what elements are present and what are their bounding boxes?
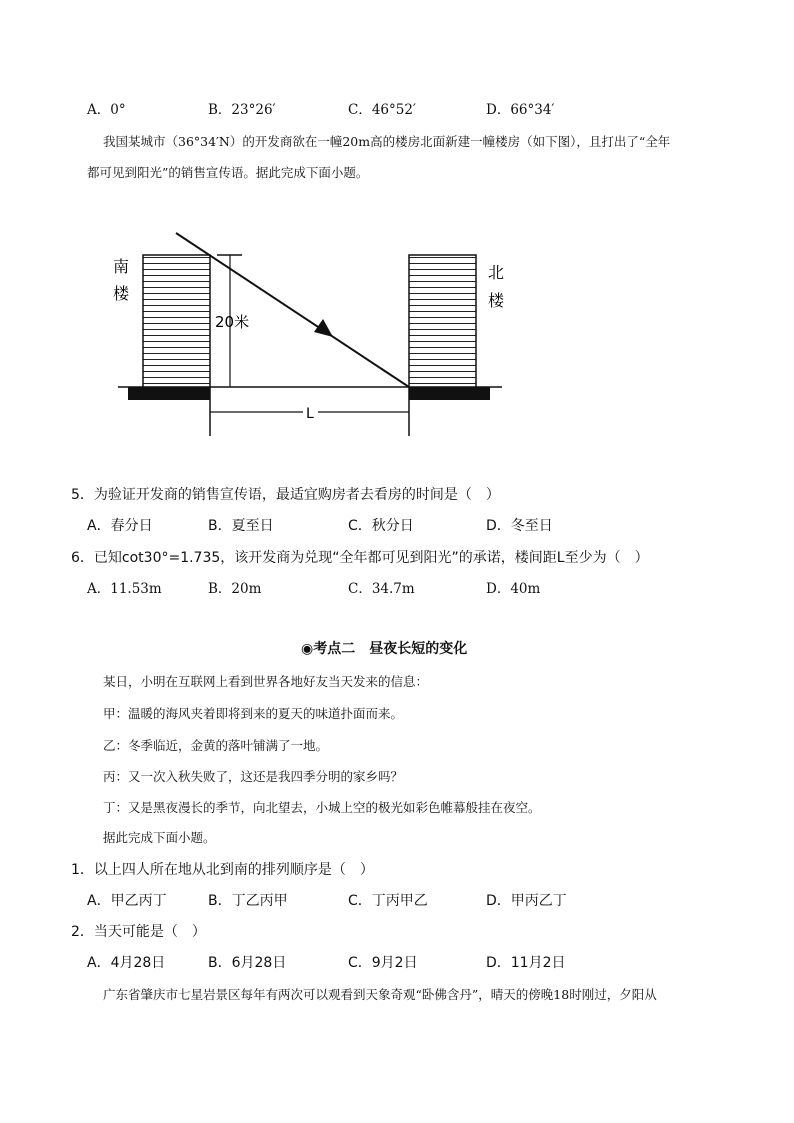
option-b: B．丁乙丙甲 xyxy=(208,893,288,909)
option-d: D．11月2日 xyxy=(486,955,566,971)
passage-line: 乙：冬季临近，金黄的落叶铺满了一地。 xyxy=(103,738,329,753)
ray-arrow xyxy=(314,319,333,337)
north-foundation xyxy=(409,387,490,400)
option-b: B．夏至日 xyxy=(208,518,274,534)
question-6-stem: 6．已知cot30°=1.735，该开发商为兑现“全年都可见到阳光”的承诺，楼间距L至少为（ ） xyxy=(71,550,649,566)
option-d: D．冬至日 xyxy=(486,518,553,534)
option-c: C．丁丙甲乙 xyxy=(348,893,428,909)
passage-line: 甲：温暖的海风夹着即将到来的夏天的味道扑面而来。 xyxy=(103,706,404,721)
section-heading xyxy=(301,638,467,658)
south-label-2: 楼 xyxy=(113,284,130,303)
question-2-stem: 2．当天可能是（ ） xyxy=(71,924,206,940)
south-building xyxy=(143,255,210,387)
question-5-stem: 5．为验证开发商的销售宣传语，最适宜购房者去看房的时间是（ ） xyxy=(71,487,500,503)
option-d: D．66°34′ xyxy=(486,102,555,118)
south-label-1: 南 xyxy=(113,257,130,276)
south-foundation xyxy=(128,387,210,400)
question-1-stem: 1．以上四人所在地从北到南的排列顺序是（ ） xyxy=(71,862,374,878)
passage-line: 丙：又一次入秋失败了，这还是我四季分明的家乡吗？ xyxy=(103,769,404,784)
option-c: C．46°52′ xyxy=(348,102,417,118)
passage-line: 我国某城市（36°34′N）的开发商欲在一幢20m高的楼房北面新建一幢楼房（如下图），且打出了“全年 xyxy=(103,134,671,149)
option-d: D．甲丙乙丁 xyxy=(486,893,567,909)
option-b: B．6月28日 xyxy=(208,955,287,971)
passage-line: 都可见到阳光”的销售宣传语。据此完成下面小题。 xyxy=(87,165,369,180)
passage-line: 丁：又是黑夜漫长的季节，向北望去，小城上空的极光如彩色帷幕般挂在夜空。 xyxy=(103,800,541,815)
option-a: A．甲乙丙丁 xyxy=(87,893,167,909)
section-title: 考点二 昼夜长短的变化 xyxy=(313,641,468,657)
sun-ray xyxy=(176,233,409,387)
option-a: A．0° xyxy=(87,102,126,118)
option-a: A．4月28日 xyxy=(87,955,166,971)
option-a: A．春分日 xyxy=(87,518,153,534)
option-b: B．23°26′ xyxy=(208,102,276,118)
option-d: D．40m xyxy=(486,581,541,597)
option-a: A．11.53m xyxy=(87,581,162,597)
north-label-2: 楼 xyxy=(488,291,505,310)
option-c: C．9月2日 xyxy=(348,955,418,971)
option-c: C．34.7m xyxy=(348,581,415,597)
passage-line: 据此完成下面小题。 xyxy=(103,830,216,845)
option-c: C．秋分日 xyxy=(348,518,414,534)
north-label-1: 北 xyxy=(488,263,505,282)
section-marker-icon: ◉ xyxy=(301,641,314,657)
building-shadow-diagram xyxy=(100,220,520,440)
height-label: 20米 xyxy=(215,313,250,331)
option-b: B．20m xyxy=(208,581,262,597)
passage-line: 某日，小明在互联网上看到世界各地好友当天发来的信息： xyxy=(103,674,429,689)
distance-label: L xyxy=(306,406,314,422)
passage-line: 广东省肇庆市七星岩景区每年有两次可以观看到天象奇观“卧佛含丹”，晴天的傍晚18时刚过，夕阳从 xyxy=(103,987,657,1002)
north-building xyxy=(409,255,476,387)
